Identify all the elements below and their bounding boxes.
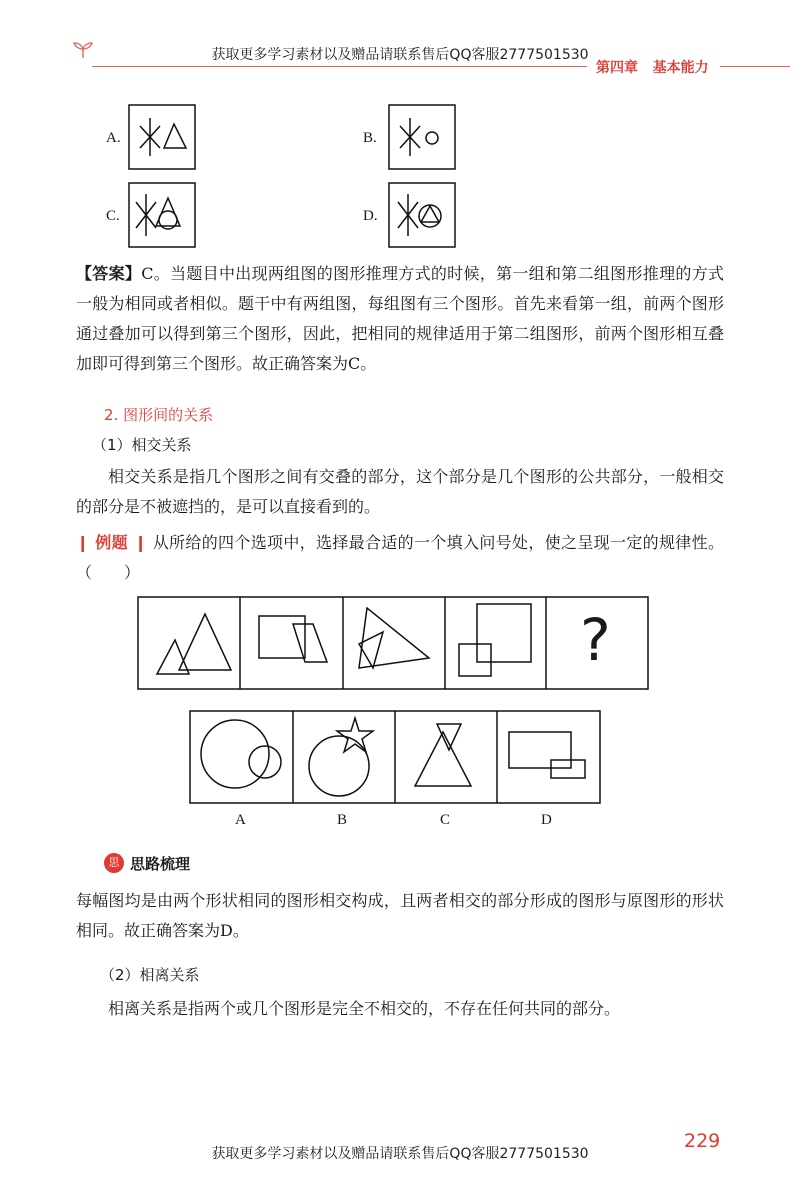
option-c-label: C. bbox=[106, 208, 120, 224]
option-a-figure bbox=[128, 104, 196, 170]
answer-text: C。当题目中出现两组图的图形推理方式的时候，第一组和第二组图形推理的方式一般为相同或者相似。题干中有两组图，每组图有三个图形。首先来看第一组，前两个图形通过叠加可以得到第三个图形，因此，把相同的规律适用于第二组图形，前两个图形相互叠加即可得到第三个图形。故正确答案为C。 bbox=[76, 264, 724, 373]
question-cell-2 bbox=[259, 616, 327, 662]
page-number: 229 bbox=[684, 1130, 721, 1152]
option-b-label: B. bbox=[363, 130, 377, 146]
choice-d-label: D bbox=[541, 812, 552, 828]
option-a-label: A. bbox=[106, 130, 121, 146]
subsection-separate-heading: （2）相离关系 bbox=[100, 966, 200, 984]
option-c-figure bbox=[128, 182, 196, 248]
choice-d-figure bbox=[509, 732, 585, 778]
intersect-definition: 相交关系是指几个图形之间有交叠的部分，这个部分是几个图形的公共部分，一般相交的部分是不被遮挡的，是可以直接看到的。 bbox=[76, 467, 724, 516]
question-cell-3 bbox=[359, 608, 429, 668]
option-d-label: D. bbox=[363, 208, 378, 224]
thinking-title: 思路梳理 bbox=[130, 855, 191, 873]
header-watermark: 获取更多学习素材以及赠品请联系售后QQ客服2777501530 bbox=[211, 47, 589, 63]
footer-watermark: 获取更多学习素材以及赠品请联系售后QQ客服2777501530 bbox=[211, 1146, 589, 1162]
choice-c-figure bbox=[415, 724, 471, 786]
answer-label: 【答案】 bbox=[76, 264, 142, 283]
question-mark: ? bbox=[580, 606, 611, 674]
header-divider bbox=[92, 66, 587, 67]
header-divider-right bbox=[720, 66, 790, 67]
question-figure-row bbox=[137, 596, 649, 690]
choice-a-label: A bbox=[235, 812, 246, 828]
answer-paragraph bbox=[76, 259, 724, 379]
chapter-number: 第四章 bbox=[596, 60, 638, 76]
chapter-title: 基本能力 bbox=[652, 60, 709, 76]
option-b-figure bbox=[388, 104, 456, 170]
choice-b-label: B bbox=[337, 812, 348, 828]
question-cell-4 bbox=[459, 604, 531, 676]
section-heading: 2. 图形间的关系 bbox=[104, 406, 214, 424]
chapter-heading bbox=[596, 57, 709, 77]
subsection-intersect-heading: （1）相交关系 bbox=[92, 436, 192, 454]
example-paragraph bbox=[76, 528, 724, 588]
thinking-icon bbox=[104, 853, 124, 873]
thinking-icon-text: 思 bbox=[108, 856, 120, 869]
choice-figure-row bbox=[189, 710, 601, 804]
choice-a-figure bbox=[201, 720, 281, 788]
choice-c-label: C bbox=[440, 812, 451, 828]
example-text: 从所给的四个选项中，选择最合适的一个填入问号处，使之呈现一定的规律性。（ ） bbox=[76, 533, 724, 582]
separate-definition: 相离关系是指两个或几个图形是完全不相交的，不存在任何共同的部分。 bbox=[108, 999, 621, 1018]
example-tag: ❙ 例题 ❙ bbox=[76, 533, 148, 552]
choice-b-figure bbox=[309, 718, 373, 796]
thinking-text: 每幅图均是由两个形状相同的图形相交构成，且两者相交的部分形成的图形与原图形的形状相同。故正确答案为D。 bbox=[76, 891, 724, 940]
question-cell-1 bbox=[157, 614, 231, 674]
option-d-figure bbox=[388, 182, 456, 248]
